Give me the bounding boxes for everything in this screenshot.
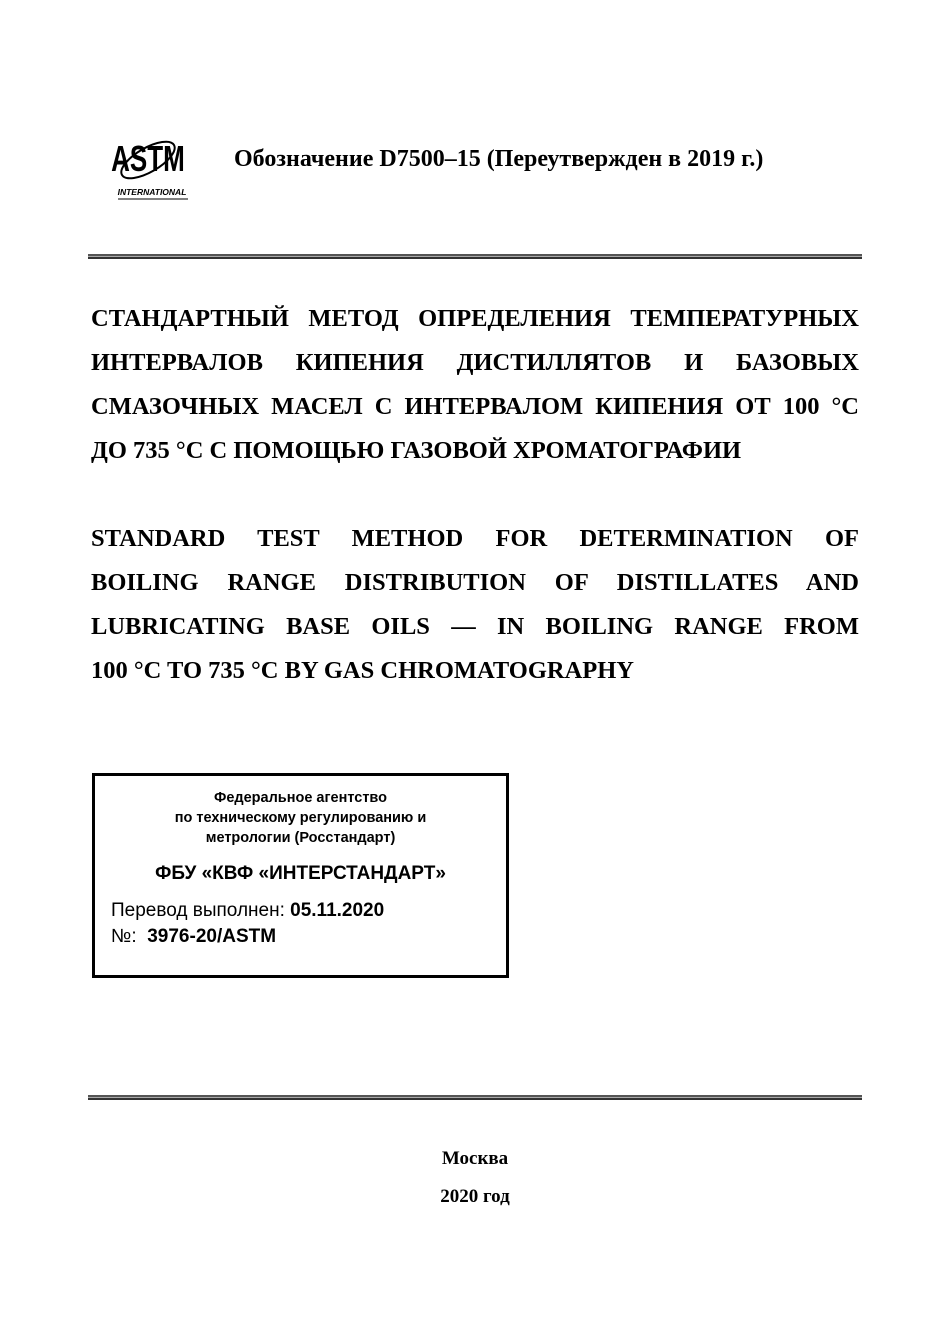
city: Москва [441, 1148, 509, 1169]
title-english [91, 517, 859, 693]
title-russian [91, 297, 859, 473]
title-ru-line: ИНТЕРВАЛОВ КИПЕНИЯ ДИСТИЛЛЯТОВ И БАЗОВЫХ [91, 349, 859, 376]
svg-text:ASTM: ASTM [111, 137, 185, 180]
agency-line: по техническому регулированию и [174, 810, 427, 826]
number-value: 3976-20/ASTM [147, 926, 277, 947]
translation-label: Перевод выполнен: [111, 900, 291, 921]
title-en-line: BOILING RANGE DISTRIBUTION OF DISTILLATES AND [91, 569, 859, 596]
year: 2020 год [440, 1186, 510, 1207]
company-name: ФБУ «КВФ «ИНТЕРСТАНДАРТ» [155, 863, 446, 884]
title-ru-line: ДО 735 °С С ПОМОЩЬЮ ГАЗОВОЙ ХРОМАТОГРАФИИ [91, 437, 742, 464]
title-en-line: 100 °C TO 735 °C BY GAS CHROMATOGRAPHY [91, 657, 634, 684]
translation-date-row [111, 898, 506, 924]
document-designation: Обозначение D7500–15 (Переутвержден в 2019 г.) [234, 146, 764, 172]
title-en-line: STANDARD TEST METHOD FOR DETERMINATION OF [91, 525, 859, 552]
divider-bottom [88, 1095, 862, 1100]
agency-line: метрологии (Росстандарт) [205, 830, 396, 846]
number-label: №: [111, 926, 148, 947]
svg-text:INTERNATIONAL: INTERNATIONAL [117, 187, 187, 197]
agency-line: Федеральное агентство [213, 790, 388, 806]
agency-name [95, 788, 506, 848]
translation-number-row [111, 924, 506, 950]
translation-date: 05.11.2020 [290, 900, 385, 921]
divider-top [88, 254, 862, 259]
title-en-line: LUBRICATING BASE OILS — IN BOILING RANGE FROM [91, 613, 859, 640]
translation-stamp [92, 773, 509, 978]
astm-logo [108, 122, 196, 202]
title-ru-line: СМАЗОЧНЫХ МАСЕЛ С ИНТЕРВАЛОМ КИПЕНИЯ ОТ 100 °С [91, 393, 859, 420]
title-ru-line: СТАНДАРТНЫЙ МЕТОД ОПРЕДЕЛЕНИЯ ТЕМПЕРАТУРНЫХ [91, 305, 859, 332]
